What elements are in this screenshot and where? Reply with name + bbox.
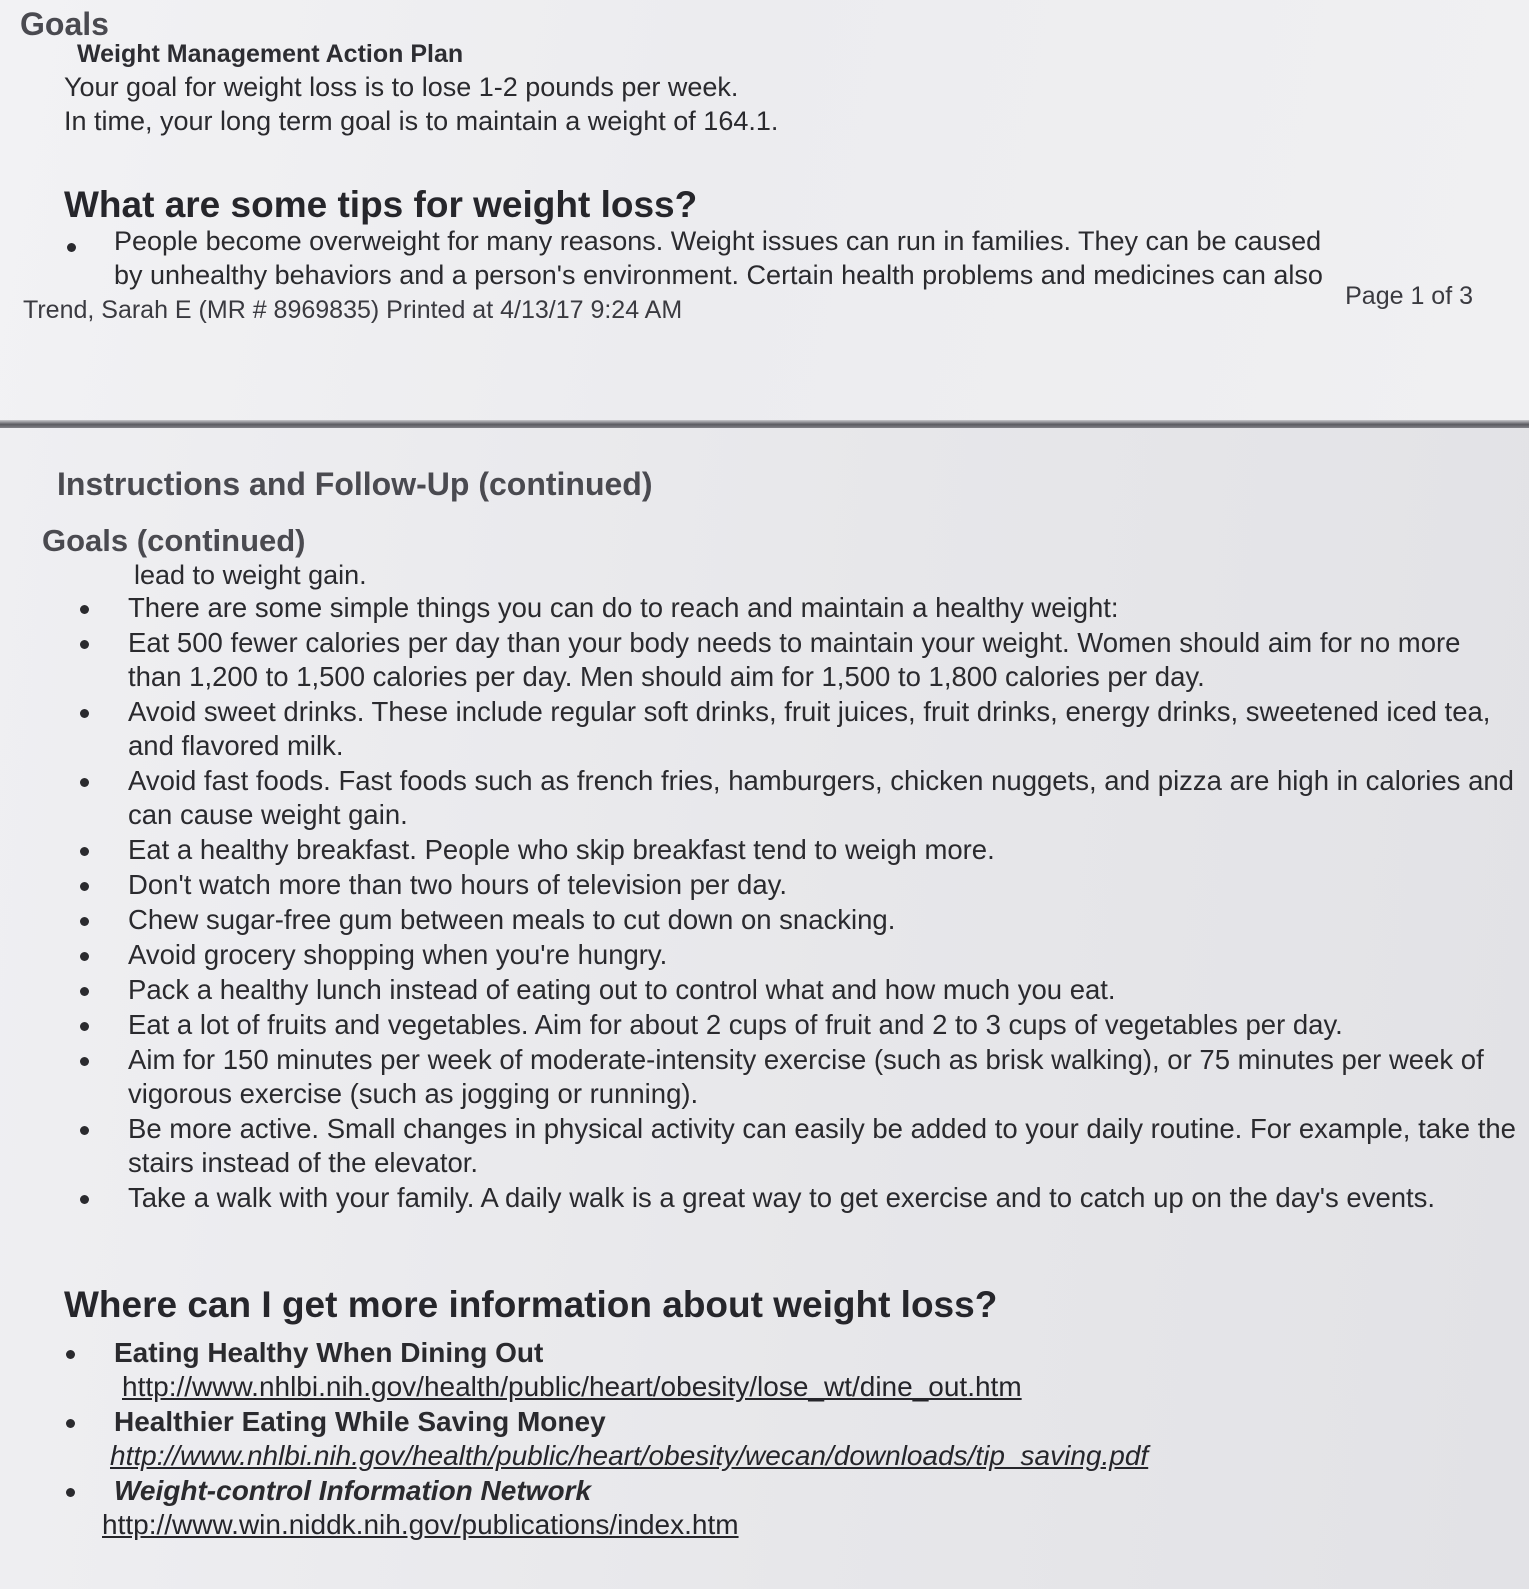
resource-item (110, 1405, 1494, 1473)
goal-line-1: Your goal for weight loss is to lose 1-2 pounds per week. (64, 72, 739, 102)
bullet-dot (80, 847, 89, 856)
bullet-dot (80, 640, 89, 649)
list-item: Eat a lot of fruits and vegetables. Aim for about 2 cups of fruit and 2 to 3 cups of vegetables per day. (128, 1008, 1518, 1042)
bullet-dot (80, 917, 89, 926)
resource-link[interactable]: http://www.win.niddk.nih.gov/publications/index.htm (102, 1509, 739, 1540)
tips-heading: What are some tips for weight loss? (64, 184, 698, 225)
resource-link[interactable]: http://www.nhlbi.nih.gov/health/public/heart/obesity/lose_wt/dine_out.htm (122, 1371, 1022, 1402)
list-item: Aim for 150 minutes per week of moderate-intensity exercise (such as brisk walking), or 75 minutes per week of vigorous exercise (such as jogging or running). (128, 1043, 1518, 1111)
bullet-dot (67, 243, 76, 252)
bullet-dot (80, 709, 89, 718)
bullet-dot (80, 605, 89, 614)
list-item: Avoid grocery shopping when you're hungry. (128, 938, 1518, 972)
bullet-dot (66, 1488, 75, 1497)
tips-list (128, 591, 1518, 1216)
bullet-dot (66, 1350, 75, 1359)
bullet-dot (80, 952, 89, 961)
list-item: Take a walk with your family. A daily walk is a great way to get exercise and to catch up on the day's events. (128, 1181, 1518, 1215)
list-item: Pack a healthy lunch instead of eating out to control what and how much you eat. (128, 973, 1518, 1007)
list-item: Don't watch more than two hours of television per day. (128, 868, 1518, 902)
page-number: Page 1 of 3 (1345, 282, 1473, 310)
list-item: Chew sugar-free gum between meals to cut down on snacking. (128, 903, 1518, 937)
list-item: Eat a healthy breakfast. People who skip breakfast tend to weigh more. (128, 833, 1518, 867)
bullet-dot (80, 1057, 89, 1066)
bullet-dot (80, 1126, 89, 1135)
bullet-dot (80, 987, 89, 996)
tips-bullet-line-2: by unhealthy behaviors and a person's environment. Certain health problems and medicines can also (114, 260, 1323, 290)
bullet-dot (80, 778, 89, 787)
tips-bullet-line-1: People become overweight for many reasons. Weight issues can run in families. They can be caused (114, 226, 1322, 256)
goals-continued-heading: Goals (continued) (42, 523, 306, 558)
bullet-dot (80, 882, 89, 891)
list-item: Avoid sweet drinks. These include regular soft drinks, fruit juices, fruit drinks, energy drinks, sweetened iced tea, and flavored milk. (128, 695, 1518, 763)
plan-title: Weight Management Action Plan (77, 40, 464, 68)
resources-list (102, 1336, 1494, 1543)
resource-title: Healthier Eating While Saving Money (114, 1406, 606, 1437)
instructions-heading: Instructions and Follow-Up (continued) (57, 466, 653, 502)
resource-link[interactable]: http://www.nhlbi.nih.gov/health/public/heart/obesity/wecan/downloads/tip_saving.pdf (110, 1440, 1149, 1471)
list-item: Eat 500 fewer calories per day than your body needs to maintain your weight. Women should aim for no more than 1,200 to 1,500 calories per day. Men should aim for 1,500 to 1,800 calories per day. (128, 626, 1518, 694)
list-item: Avoid fast foods. Fast foods such as french fries, hamburgers, chicken nuggets, and pizza are high in calories and can cause weight gain. (128, 764, 1518, 832)
goals-heading: Goals (20, 6, 109, 42)
goal-line-2: In time, your long term goal is to maintain a weight of 164.1. (64, 106, 779, 136)
print-footer: Trend, Sarah E (MR # 8969835) Printed at 4/13/17 9:24 AM (23, 296, 683, 324)
bullet-dot (80, 1022, 89, 1031)
resource-title: Weight-control Information Network (114, 1475, 592, 1506)
bullet-dot (80, 1195, 89, 1204)
bullet-dot (66, 1419, 75, 1428)
resource-item (102, 1474, 1494, 1542)
resource-item (114, 1336, 1494, 1404)
list-item: Be more active. Small changes in physical activity can easily be added to your daily routine. For example, take the stairs instead of the elevator. (128, 1112, 1518, 1180)
resource-title: Eating Healthy When Dining Out (114, 1337, 544, 1368)
list-item: There are some simple things you can do to reach and maintain a healthy weight: (128, 591, 1518, 625)
info-heading: Where can I get more information about weight loss? (64, 1284, 998, 1325)
continuation-line: lead to weight gain. (134, 560, 367, 590)
